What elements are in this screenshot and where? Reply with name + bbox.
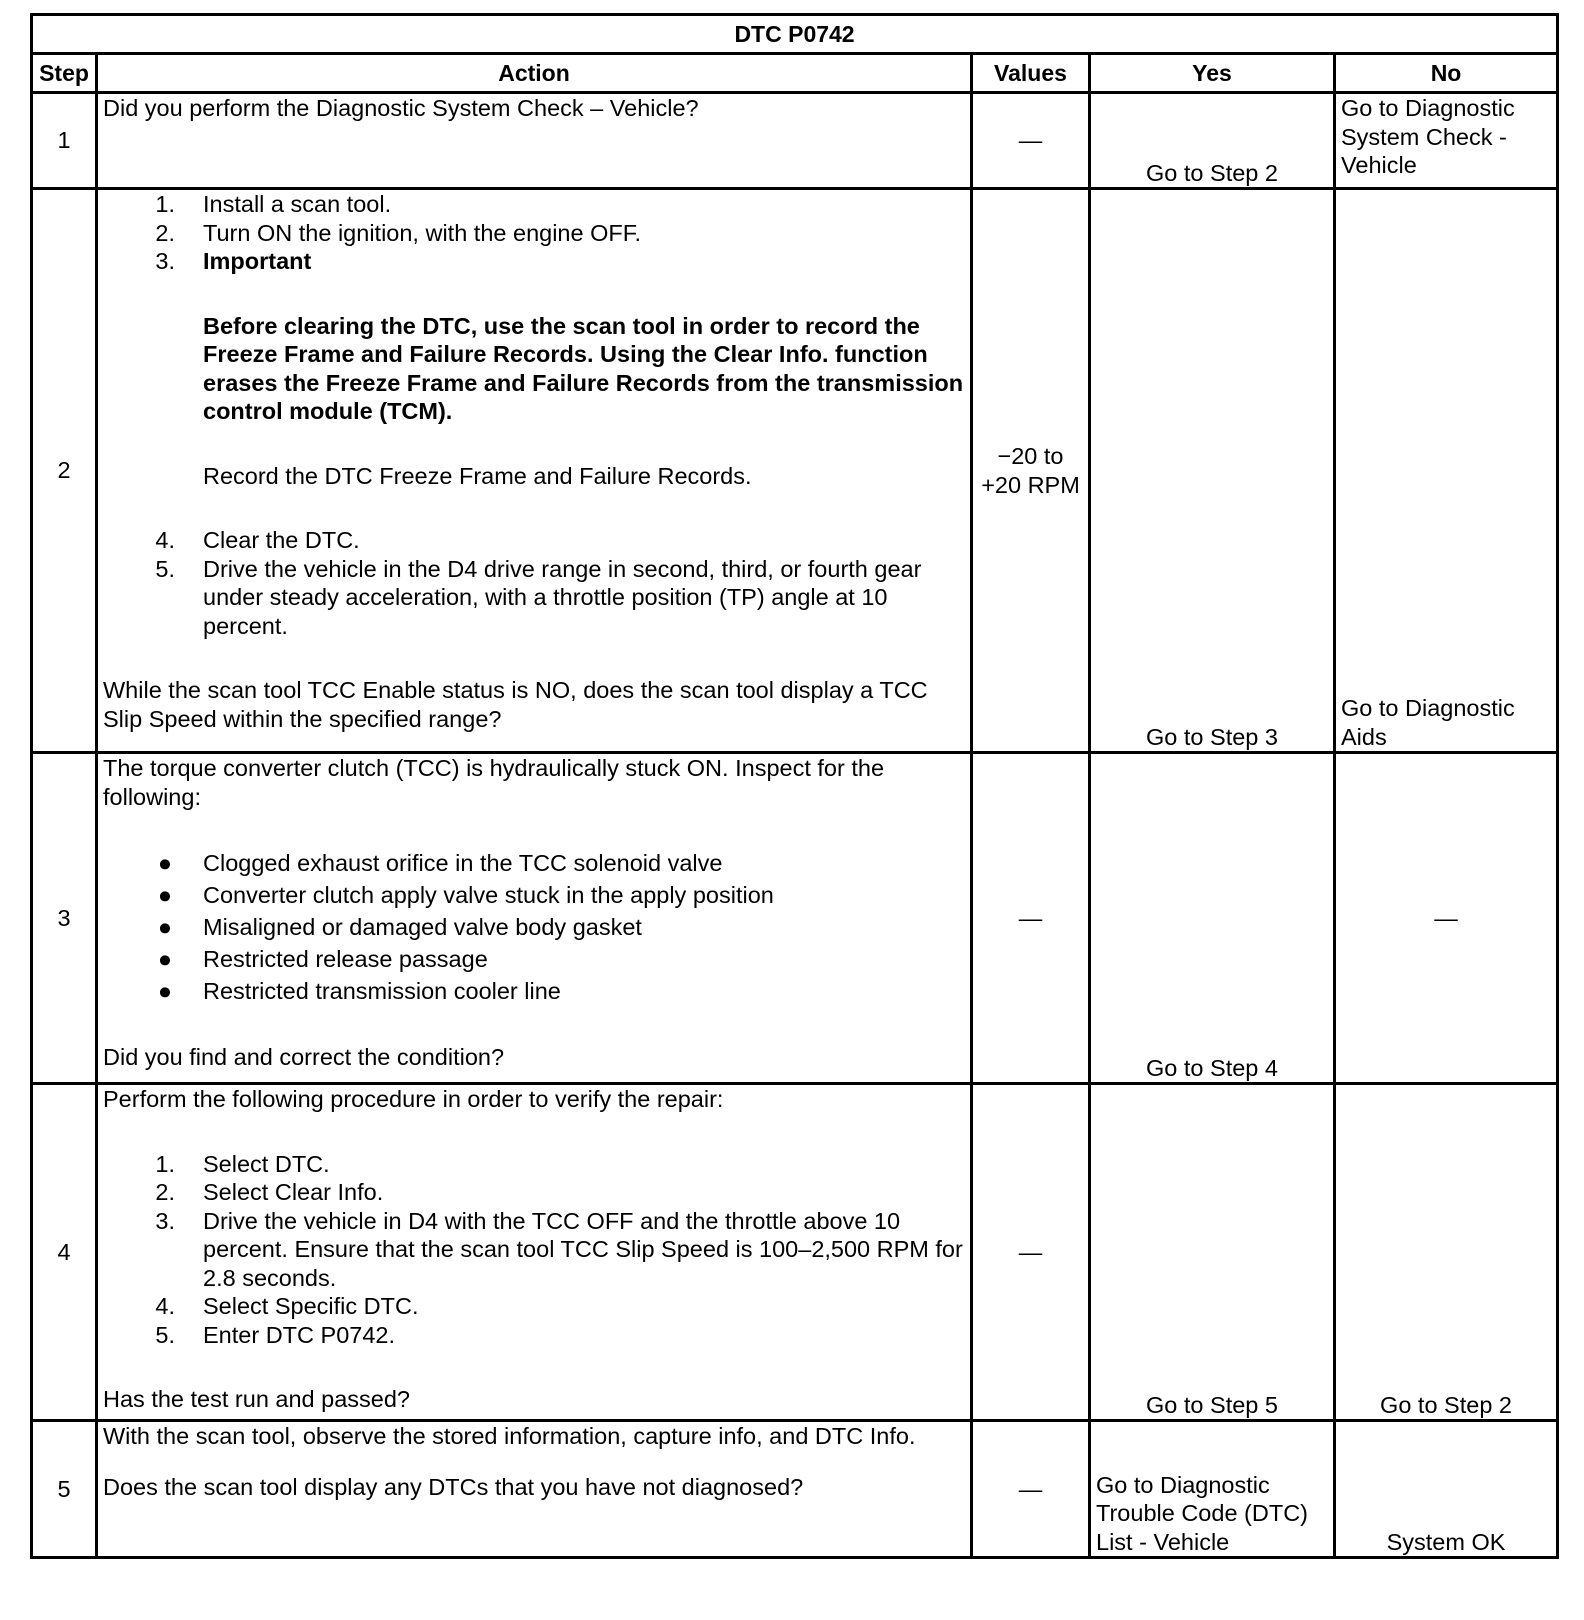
list-item: 3. Drive the vehicle in D4 with the TCC OFF and the throttle above 10 percent. Ensure that the scan tool TCC Slip Speed is 100–2,500 RPM for 2.8 seconds. [155,1207,963,1291]
yes-cell: Go to Diagnostic Trouble Code (DTC) List - Vehicle [1090,1421,1335,1558]
list-item: 4. Clear the DTC. [155,527,360,553]
table-row [32,1084,1558,1421]
header-values: Values [972,54,1090,93]
no-cell: Go to Step 2 [1335,1084,1558,1421]
list-item: 5. Enter DTC P0742. [155,1321,396,1348]
values-cell: — [972,1084,1090,1421]
list-item: ● Restricted transmission cooler line [103,975,965,1007]
action-question: While the scan tool TCC Enable status is NO, does the scan tool display a TCC Slip Speed within the specified range? [103,677,928,732]
table-title: DTC P0742 [32,15,1558,54]
list-item: 2. Select Clear Info. [155,1179,384,1205]
list-item: 4. Select Specific DTC. [155,1293,419,1319]
header-yes: Yes [1090,54,1335,93]
yes-cell: Go to Step 2 [1090,93,1335,189]
step-number: 1 [32,93,97,189]
action-cell [97,93,972,189]
bullet-list [103,847,965,1007]
no-cell: Go to Diagnostic System Check - Vehicle [1335,93,1558,189]
action-question: Did you find and correct the condition? [103,1044,505,1070]
values-cell: — [972,1421,1090,1558]
procedure-list [103,190,965,276]
yes-cell: Go to Step 5 [1090,1084,1335,1421]
action-question: Does the scan tool display any DTCs that you have not diagnosed? [103,1473,804,1500]
table-row [32,93,1558,189]
values-cell [972,189,1090,753]
header-step: Step [32,54,97,93]
procedure-list [103,526,965,640]
bullet-icon: ● [157,946,173,972]
action-cell [97,1084,972,1421]
bullet-icon: ● [157,882,173,908]
action-cell [97,1421,972,1558]
values-cell: — [972,753,1090,1084]
action-cell [97,189,972,753]
step-number: 5 [32,1421,97,1558]
action-intro: With the scan tool, observe the stored information, capture info, and DTC Info. [103,1423,916,1449]
table-row [32,753,1558,1084]
header-row [32,54,1558,93]
no-cell: System OK [1335,1421,1558,1558]
step-number: 2 [32,189,97,753]
list-item: 3. Important [103,247,965,276]
table-row [32,189,1558,753]
list-item: ● Restricted release passage [103,943,965,975]
bullet-icon: ● [157,978,173,1004]
values-cell: — [972,93,1090,189]
header-action: Action [97,54,972,93]
step-number: 4 [32,1084,97,1421]
list-item: 1. Select DTC. [155,1150,330,1177]
no-cell: — [1335,753,1558,1084]
step-number: 3 [32,753,97,1084]
action-question: Did you perform the Diagnostic System Check – Vehicle? [103,95,699,121]
bullet-icon: ● [157,850,173,876]
yes-cell: Go to Step 3 [1090,189,1335,753]
list-item: ● Clogged exhaust orifice in the TCC solenoid valve [103,847,965,879]
important-label: Important [203,248,312,274]
yes-cell: Go to Step 4 [1090,753,1335,1084]
action-intro: Perform the following procedure in order to verify the repair: [103,1086,724,1112]
record-instruction: Record the DTC Freeze Frame and Failure Records. [203,462,752,489]
action-question: Has the test run and passed? [103,1386,411,1412]
list-item: ● Converter clutch apply valve stuck in the apply position [103,879,965,911]
no-cell: Go to Diagnostic Aids [1335,189,1558,753]
list-item: ● Misaligned or damaged valve body gasket [103,911,965,943]
action-intro: The torque converter clutch (TCC) is hydraulically stuck ON. Inspect for the following: [103,755,885,810]
list-item: 5. Drive the vehicle in the D4 drive range in second, third, or fourth gear under steady acceleration, with a throttle position (TP) angle at 10 percent. [155,555,922,639]
values-range-max: +20 RPM [981,471,1080,498]
bullet-icon: ● [157,914,173,940]
list-item: 1. Install a scan tool. [155,191,392,217]
procedure-list [103,1150,965,1350]
action-cell [97,753,972,1084]
dtc-table [30,13,1559,1559]
list-item: 2. Turn ON the ignition, with the engine OFF. [155,219,642,246]
important-note: Before clearing the DTC, use the scan tool in order to record the Freeze Frame and Failure Records. Using the Clear Info. function erases the Freeze Frame and Failure Records from the transmission control module (TCM). [203,312,964,424]
values-range-min: −20 to [997,443,1064,469]
table-row [32,1421,1558,1558]
header-no: No [1335,54,1558,93]
